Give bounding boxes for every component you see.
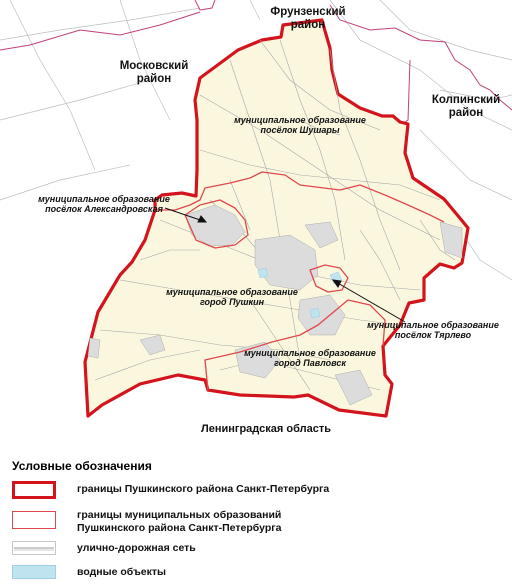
pavlovsk-label: муниципальное образование город Павловск	[244, 348, 376, 369]
legend	[0, 447, 512, 587]
legend-label-district-border: границы Пушкинского района Санкт-Петербурга	[77, 483, 330, 495]
water-swatch	[12, 565, 56, 579]
legend-title: Условные обозначения	[12, 459, 152, 473]
tyarlevo-label: муниципальное образование посёлок Тярлево	[367, 320, 499, 341]
kolpinsky-district-label: Колпинский район	[431, 94, 501, 120]
frunzensky-district-label: Фрунзенский район	[270, 6, 346, 32]
district-border-swatch	[12, 481, 56, 499]
legend-label-roads: улично-дорожная сеть	[77, 542, 196, 554]
legend-label-municipal-border: границы муниципальных образований Пушкинского района Санкт-Петербурга	[77, 509, 282, 534]
leningrad-region-label: Ленинградская область	[201, 423, 331, 435]
municipal-border-swatch	[12, 511, 56, 529]
pushkin-label: муниципальное образование город Пушкин	[166, 287, 298, 308]
moskovsky-district-label: Московский район	[119, 60, 189, 86]
legend-label-water: водные объекты	[77, 566, 166, 578]
roads-swatch	[12, 541, 56, 555]
shushary-label: муниципальное образование посёлок Шушары	[234, 115, 366, 136]
aleksandrovskaya-label: муниципальное образование посёлок Александровская	[38, 194, 170, 215]
